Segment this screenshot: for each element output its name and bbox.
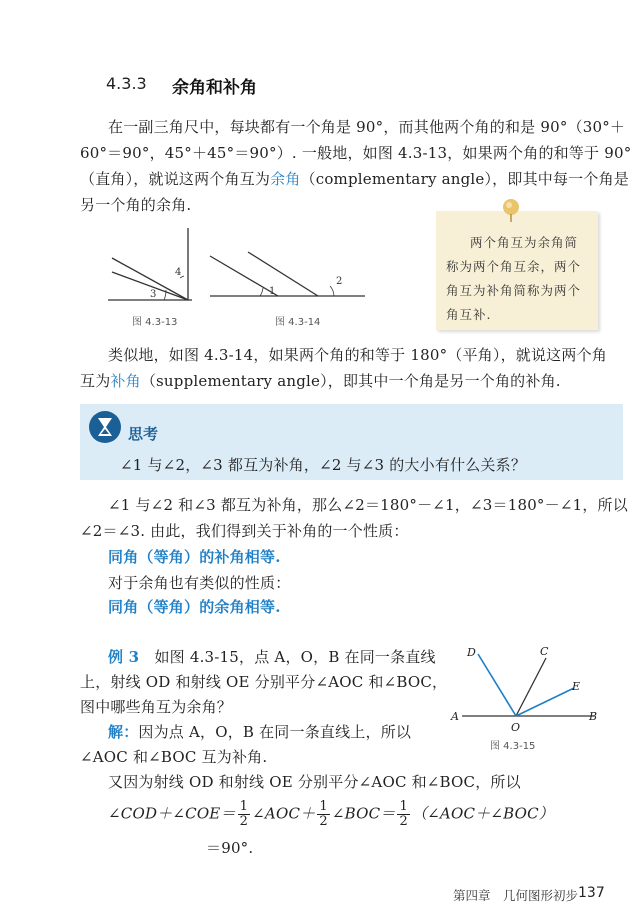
example-line-3: 图中哪些角互为余角？ [80, 698, 233, 716]
answer-line-2: ∠2＝∠3. 由此，我们得到关于补角的一个性质： [80, 522, 409, 540]
solution-line-2: ∠AOC 和∠BOC 互为补角. [80, 748, 268, 766]
figure-4-3-15 [448, 640, 608, 750]
figure-4-3-13 [108, 228, 192, 300]
example-line-2: 上，射线 OD 和射线 OE 分别平分∠AOC 和∠BOC， [80, 673, 448, 691]
note-line-1: 两个角互为余角简 [470, 235, 579, 250]
eq-part-d: （∠AOC＋∠BOC） [411, 804, 554, 823]
fig13-label-3: 3 [150, 289, 157, 300]
think-box [80, 404, 623, 480]
fraction-2-den: 2 [319, 814, 328, 829]
fig15-label-D: D [467, 646, 476, 659]
fig15-label-B: B [589, 710, 598, 723]
fraction-2-num: 1 [319, 799, 328, 814]
fig15-label-C: C [540, 645, 549, 658]
caption-fig-14: 图 4.3-14 [275, 317, 321, 328]
supplement-line-2-end: （supplementary angle），即其中一个角是另一个角的补角. [140, 372, 561, 390]
equation-result: ＝90°. [206, 839, 254, 857]
intro-line-4: 另一个角的余角. [80, 196, 192, 214]
hourglass-icon [88, 410, 122, 444]
note-line-3: 角互为补角简称为两个 [446, 283, 582, 298]
fig14-label-1: 1 [269, 286, 276, 297]
fig15-label-A: A [451, 710, 459, 723]
fraction-1-num: 1 [239, 799, 249, 814]
fraction-1-den: 2 [239, 814, 249, 829]
property-supplement: 同角（等角）的补角相等. [108, 548, 281, 566]
supplement-line-2-start: 互为 [80, 372, 111, 390]
pin-icon [500, 197, 522, 223]
fraction-2 [317, 800, 329, 829]
solution-line-1-text: 因为点 A，O，B 在同一条直线上，所以 [138, 723, 412, 741]
note-line-4: 角互补. [446, 307, 492, 322]
property-complement: 同角（等角）的余角相等. [108, 598, 281, 616]
section-title: 余角和补角 [172, 78, 257, 98]
eq-part-a: ∠COD＋∠COE＝ [108, 804, 236, 823]
page-number: 137 [578, 885, 605, 901]
term-complementary: 余角 [270, 170, 301, 188]
eq-part-c: ∠BOC＝ [331, 804, 396, 823]
figure-4-3-14 [210, 252, 365, 297]
eq-part-b: ∠AOC＋ [252, 804, 316, 823]
footer-chapter: 第四章 几何图形初步 [453, 888, 579, 903]
example-line-1 [108, 646, 436, 667]
think-question: ∠1 与∠2，∠3 都互为补角，∠2 与∠3 的大小有什么关系？ [120, 456, 527, 474]
fig13-label-4: 4 [175, 267, 182, 278]
supplement-line-1: 类似地，如图 4.3-14，如果两个角的和等于 180°（平角），就说这两个角 [108, 346, 607, 364]
note-line-2: 称为两个角互余，两个 [446, 259, 582, 274]
fraction-1 [238, 800, 250, 829]
example-line-1-text: 如图 4.3-15，点 A，O，B 在同一条直线 [154, 648, 436, 666]
intro-line-1: 在一副三角尺中，每块都有一个角是 90°，而其他两个角的和是 90°（30°＋ [108, 118, 626, 136]
example-label: 例 3 [108, 648, 140, 666]
answer-line-1: ∠1 与∠2 和∠3 都互为补角，那么∠2＝180°－∠1，∠3＝180°－∠1，所以 [108, 496, 628, 514]
caption-fig-15: 图 4.3-15 [490, 741, 536, 752]
intro-line-2: 60°＝90°，45°＋45°＝90°）. 一般地，如图 4.3-13，如果两个角的和等于 90° [80, 144, 632, 162]
intro-line-3-end: （complementary angle），即其中每一个角是 [300, 170, 629, 188]
fig14-label-2: 2 [336, 276, 343, 287]
solution-label: 解： [108, 723, 139, 741]
answer-line-3: 对于余角也有类似的性质： [108, 574, 291, 592]
fraction-3-num: 1 [399, 799, 408, 814]
caption-fig-13: 图 4.3-13 [132, 317, 178, 328]
side-note [436, 211, 598, 330]
fig15-label-E: E [572, 680, 581, 693]
solution-line-1 [108, 721, 411, 742]
fraction-3 [397, 800, 409, 829]
supplement-line-2 [80, 370, 561, 391]
solution-line-3: 又因为射线 OD 和射线 OE 分别平分∠AOC 和∠BOC，所以 [108, 773, 521, 791]
fraction-3-den: 2 [399, 814, 408, 829]
section-number: 4.3.3 [106, 74, 147, 93]
think-title: 思考 [128, 425, 159, 443]
equation [108, 800, 554, 829]
term-supplementary: 补角 [110, 372, 141, 390]
intro-line-3-start: （直角），就说这两个角互为 [80, 170, 271, 188]
intro-line-3 [80, 168, 629, 189]
fig15-label-O: O [511, 721, 521, 734]
